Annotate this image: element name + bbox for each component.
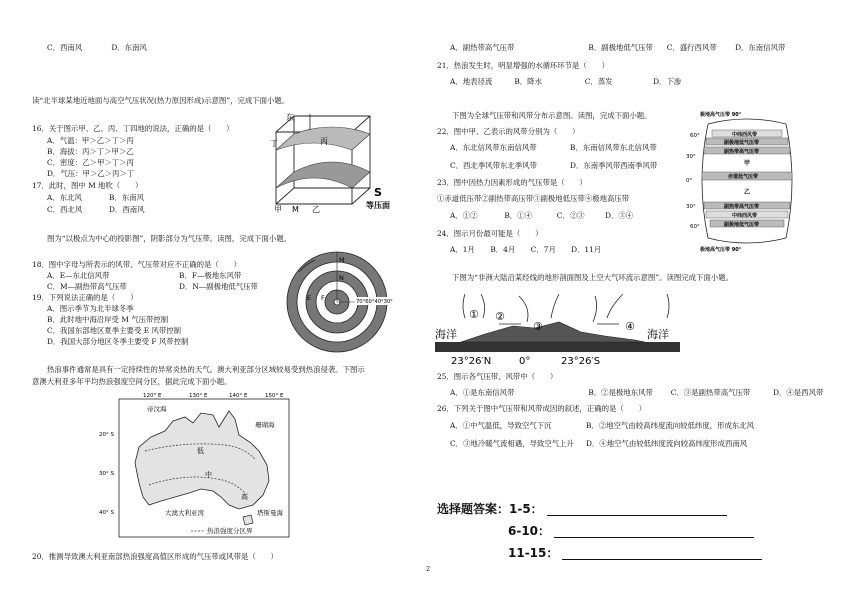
answer-blank[interactable] [562,550,762,560]
q22-options-cd: C．西北季风带东北季风带 D．东南季风带西南季风带 [450,161,658,170]
lat-30: 30° S [99,471,114,477]
q21-stem: 21．热浪发生时，明显增强的水循环环节是（ ） [437,61,610,70]
circle-3: ③ [533,320,543,333]
label-mid: 中 [205,471,212,479]
intro-4: 下图为全球气压带和风带分布示意图。读图，完成下面小题。 [452,111,652,120]
label-isobar: 等压面 [366,201,390,210]
q24-stem: 24．图示月份最可能是（ ） [437,229,543,238]
lower-isobar-surface [276,162,370,188]
q16-option-b: B．海拔：丙＞丁＞甲＞乙 [47,147,134,156]
answer-row-1: 选择题答案：1-5： [437,502,727,516]
lat-20: 20° S [99,432,114,438]
q17-options-cd: C．西北风 D．西南风 [47,205,145,214]
belt-equatorial-low: 赤道低气压带 [728,174,759,180]
q22-options-ab: A．东北信风带东南信风带 B．东南信风带东北信风带 [450,143,657,152]
q16-option-c: C．密度：乙＞甲＞丁＞丙 [47,158,134,167]
q19-stem: 19．下列说法正确的是（ ） [32,293,138,302]
label-polar-high-bottom: 极地高气压带 90° [700,247,742,253]
lon-130: 130° E [189,393,208,399]
cube-edge [276,188,294,204]
q22-stem: 22．图中甲、乙表示的风带分别为（ ） [437,127,580,136]
belt-jia: 甲 [744,160,751,167]
intro-2: 图为“以极点为中心的投影图”，阴影部分为气压带。读图，完成下面小题。 [47,234,292,243]
polar-projection-figure [285,250,400,355]
q20-options: A．副热带高气压带 B．副极地低气压带 C．盛行西风带 D．东南信风带 [450,43,786,52]
q20-stem: 20．推测导致澳大利亚南部热浪强度高值区形成的气压带或风带是（ ） [32,552,278,561]
lon-120: 120° E [143,393,162,399]
lat-0: 0° [519,356,531,367]
q19-option-b: B．此时地中海沿岸受 M 气压带控制 [47,315,169,324]
q26-options-ab: A．①中气温低，导致空气下沉 B．②地空气由较高纬度流向较低纬度，形成东北风 [450,421,755,430]
q16-option-a: A．气温：甲＞乙＞丁＞丙 [47,136,134,145]
intro-3-line1: 热浪事件通常是具有一定持续性的异常炎热的天气。澳大利亚部分区域较易受到热浪侵袭。下图示 [47,365,365,374]
africa-terrain [461,322,645,342]
lat-23s: 23°26′S [561,356,601,367]
circle-1: ① [469,308,479,321]
q26-options-cd: C．③地冷暖气流相遇，导致空气上升 D．④地空气由较低纬度流向较高纬度形成西南风 [450,439,748,448]
q23-options: A．①② B．①④ C．②③ D．③④ [450,211,634,220]
label-polar-high-top: 极地高气压带 90° [700,112,742,118]
q18-stem: 18．图中字母与所表示的风带、气压带对应不正确的是（ ） [32,260,241,269]
label-ocean-left: 海洋 [435,328,457,341]
q26-stem: 26．下列关于图中气压带和风带成因的叙述，正确的是（ ） [437,404,646,413]
globe-outline-bottom [708,238,786,243]
answer-blank[interactable] [554,528,754,538]
lat-60s: 60° [690,224,700,230]
lat-30s: 30° [686,204,696,210]
q23-items: ①赤道低压带②副热带高压带③副极地低压带④极地高压带 [437,194,630,203]
q15-options-tail: C．西南风 D．东南风 [47,43,147,52]
africa-profile-figure [435,288,680,368]
australia-heatwave-map [99,393,300,543]
label-ding: 丁 [270,139,278,148]
q25-stem: 25．图示各气压带、风带中（ ） [437,372,558,381]
belt-westerlies-n: 中纬西风带 [732,132,758,138]
label-high: 高 [241,493,248,501]
answer-row-2: 6-10： [508,524,754,538]
label-e: E [307,294,312,302]
belt-yi: 乙 [744,189,751,196]
label-great-bight: 大澳大利亚湾 [165,509,204,517]
lat-60n: 60° [690,133,700,139]
intro-5: 下图为“非洲大陆沿某经线的地形剖面图及上空大气环流示意图”。读图完成下面小题。 [452,273,734,282]
label-f: F [321,294,325,302]
map-legend: 热浪强度分区界 [207,527,253,535]
belt-subpolar-low-n: 副极地低气压带 [724,140,760,146]
q21-options: A．地表径流 B．降水 C．蒸发 D．下渗 [450,77,682,86]
q16-option-d: D．气压：甲＞乙＞丙＞丁 [47,169,135,178]
circle-4: ④ [625,320,635,333]
q17-stem: 17．此时，图中 M 地吹（ ） [32,181,143,190]
intro-1: 读“北半球某地近地面与高空气压状况(热力原因形成)示意图”，完成下面小题。 [32,96,290,105]
label-m: M [339,256,345,264]
intro-3-line2: 意澳大利亚多年平均热浪强度空间分区，据此完成下面小题。 [32,377,232,386]
label-m: M [292,205,299,214]
isobar-cube-figure [270,108,400,213]
q17-options-ab: A．东北风 B．东南风 [47,193,144,202]
label-ocean-right: 海洋 [647,328,669,341]
q19-option-d: D．我国大部分地区冬季主要受 F 风带控制 [47,337,189,346]
isobar-legend-symbol: S [374,186,382,199]
lat-23n: 23°26′N [451,356,492,367]
q24-options: A．1月 B．4月 C．7月 D．11月 [450,245,602,254]
ground-base [435,342,680,352]
q19-option-c: C．我国东部地区夏季主要受 E 风带控制 [47,326,182,335]
q18-options-ab: A．E—东北信风带 B．F—极地东风带 [47,271,242,280]
lon-150: 150° E [265,393,284,399]
lon-140: 140° E [229,393,248,399]
global-pressure-belts-figure [686,110,804,253]
label-bing: 丙 [320,137,328,146]
belt-subtropical-high-n: 副热带高气压带 [724,149,760,155]
answer-blank[interactable] [547,506,727,516]
q23-stem: 23．图中因热力因素形成的气压带是（ ） [437,178,587,187]
answer-row-3: 11-15： [508,546,762,560]
lat-0: 0° [686,178,693,184]
q16-stem: 16．关于图示甲、乙、丙、丁四地的说法，正确的是（ ） [32,124,234,133]
page-number: 2 [426,565,431,573]
label-timor-sea: 帝汶海 [147,405,167,413]
label-n: N [339,274,344,282]
label-coral-sea: 珊瑚海 [255,421,275,429]
belt-subpolar-low-s: 副极地低气压带 [724,222,760,228]
label-yi: 乙 [312,205,320,214]
belt-westerlies-s: 中纬西风带 [732,213,758,219]
lat-40: 40° S [99,510,114,516]
q19-option-a: A．图示季节为北半球冬季 [47,304,134,313]
label-east: 东 [286,113,294,122]
label-jia: 甲 [274,205,282,214]
globe-outline-top [708,119,786,124]
q18-options-cd: C．M—副热带高气压带 D．N—副极地低气压带 [47,282,258,291]
circle-2: ② [495,310,505,323]
lat-30n: 30° [686,154,696,160]
label-tasman-sea: 塔斯曼海 [257,509,283,517]
belt-subtropical-high-s: 副热带高气压带 [724,204,760,210]
label-low: 低 [197,447,204,455]
latitude-labels: 70°60°40°30° [356,299,393,305]
q25-options: A．①是东南信风带 B．②是极地东风带 C．③是副热带高气压带 D．④是西风带 [450,388,824,397]
tasmania [243,515,253,525]
